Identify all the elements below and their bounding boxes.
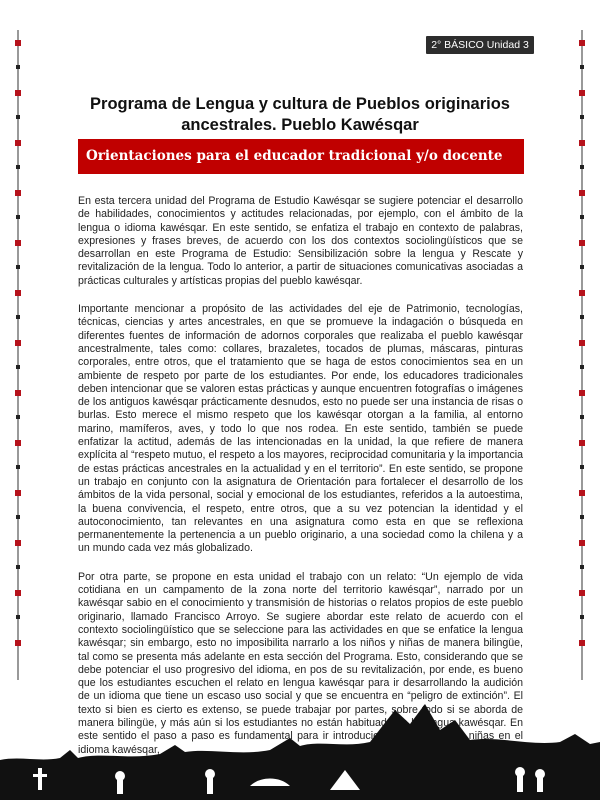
decorative-border-icon: [14, 30, 22, 680]
paragraph: En esta tercera unidad del Programa de Estudio Kawésqar se sugiere potenciar el desarrollo de habilidades, conocimientos y actitudes relacionadas, por ejemplo, con el ámbito de la lengua o idioma kawésqar. En este sentido, se enfatiza el trabajo en contexto de palabras, expresiones y frases breves, de acuerdo con los dos contextos sociolingüísticos que se desarrollan en este Programa de Estudio: Sensibilización sobre la lengua y Rescate y revitalización de la lengua. Todo lo anterior, a partir de situaciones comunicativas asociadas a prácticas culturales y artísticas propias del pueblo kawésqar.: [78, 195, 523, 287]
body-text: [78, 195, 523, 772]
section-banner: Orientaciones para el educador tradicional y/o docente: [78, 139, 524, 174]
page-title: Programa de Lengua y cultura de Pueblos originarios ancestrales. Pueblo Kawésqar: [90, 95, 510, 134]
right-decorative-border: [578, 30, 586, 680]
landscape-silhouette-icon: [0, 690, 600, 800]
paragraph: Por otra parte, se propone en esta unidad el trabajo con un relato: “Un ejemplo de vida cotidiana en un campamento de la zona norte del territorio kawésqar”, narrado por un kawésqar sabio en el conocimiento y transmisión de historias o relatos propios de este pueblo originario, llamado Francisco Arroyo. Se sugiere abordar este relato de acuerdo con el contexto sociolingüístico que se seleccione para las actividades en que se enfatice la lengua kawésqar; sin embargo, esto no imposibilita narrarlo a los niños y niñas de manera bilingüe, tal como se presenta más adelante en esta sección del Programa. Esto, considerando que se debe potenciar el uso progresivo del idioma, en pos de su revitalización, por ende, es bueno que los estudiantes escuchen el relato en lengua kawésqar para ir desarrollando la audición de un idioma que tiene un escaso uso social y que se encuentra en “peligro de extinción”. El texto si bien es cierto es extenso, se puede trabajar por partes, sobre todo si se aborda de manera bilingüe, y más aún si los estudiantes no están habituados a la lengua kawésqar. En este sentido el paso a paso es fundamental para ir introduciendo a los niños y niñas en el idioma kawésqar,: [78, 570, 523, 756]
decorative-border-icon: [578, 30, 586, 680]
left-decorative-border: [14, 30, 22, 680]
grade-unit-badge: 2° BÁSICO Unidad 3: [426, 36, 534, 54]
paragraph: Importante mencionar a propósito de las actividades del eje de Patrimonio, tecnologías, técnicas, ciencias y artes ancestrales, en que se promueve la indagación o búsqueda en diferentes fuentes de información de adornos corporales que realizaba el pueblo kawésqar ancestralmente, tales como: collares, brazaletes, tocados de plumas, máscaras, pinturas corporales, entre otros, que el tratamiento que se haga de estos conocimientos sea en un ambiente de respeto por parte de los estudiantes. Por ende, los educadores tradicionales deben intencionar que se valoren estas prácticas y aunque encuentren fotografías o imágenes de los antiguos kawésqar prácticamente desnudos, esto no puede ser una instancia de risas o burlas. Esto merece el mismo respeto que los kawésqar otorgan a la familia, al entorno marino, mamíferos, aves, y todo lo que nos rodea. En este sentido, también se puede enfatizar la actitud, además de las intencionadas en la unidad, la que refiere de manera explícita al “respeto mutuo, el respeto a los mayores, reciprocidad comunitaria y la importancia de estas prácticas ancestrales en la actualidad y en el territorio”. En este sentido, se propone un trabajo en conjunto con la asignatura de Orientación para fortalecer el desarrollo de los ámbitos de la vida personal, social y emocional de los estudiantes, referidos a la autoestima, la buena convivencia, el respeto, entre otros, que a su vez potencian la identidad y el autoconocimiento, tan relevantes en una asignatura como esta en que se reflexiona permanentemente la pertenencia a un pueblo originario, a una sociedad como la chilena y a un mundo cada vez más globalizado.: [78, 303, 523, 555]
footer-landscape: [0, 690, 600, 800]
